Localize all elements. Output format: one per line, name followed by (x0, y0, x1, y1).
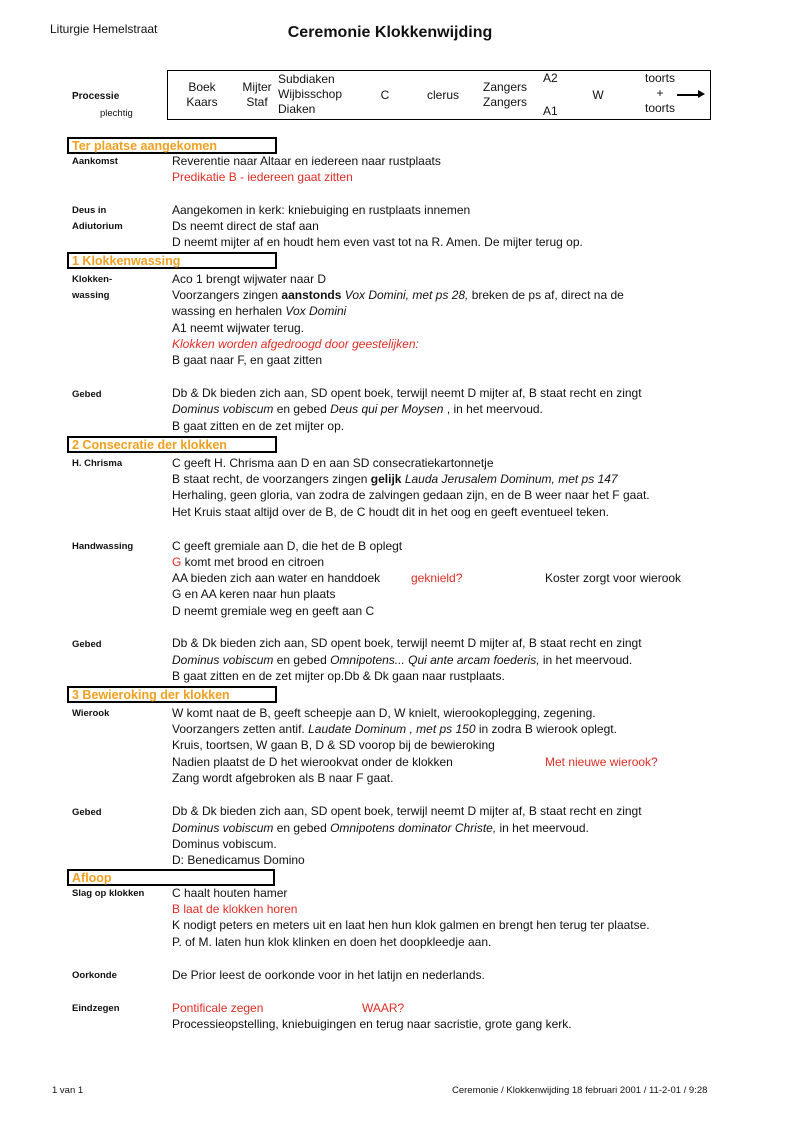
label-klokken: Klokken- (72, 274, 113, 285)
note-geknield: geknield? (411, 571, 463, 585)
label-handwassing: Handwassing (72, 541, 134, 552)
line-g3-2: Dominus vobiscum en gebed Omnipotens dominator Christe, in het meervoud. (172, 821, 589, 835)
line-sk-4: P. of M. laten hun klok klinken en doen het doopkleedje aan. (172, 935, 492, 949)
label-deus-in: Deus in (72, 205, 107, 216)
proc-a2: A2 (543, 71, 558, 85)
proc-toortsen: toorts + toorts (644, 71, 675, 115)
line-hw-3: AA bieden zich aan water en handdoek (172, 571, 381, 585)
processie-label: Processie (72, 91, 120, 102)
line-wk-3: Kruis, toortsen, W gaan B, D & SD voorop bij de bewieroking (172, 738, 495, 752)
line-hw-2: G komt met brood en citroen (172, 555, 325, 569)
line-g1-1: Db & Dk bieden zich aan, SD opent boek, terwijl neemt D mijter af, B staat recht en zingt (172, 386, 642, 400)
line-ez-1: Pontificale zegen (172, 1001, 264, 1015)
line-kw-1: Aco 1 brengt wijwater naar D (172, 272, 327, 286)
note-koster: Koster zorgt voor wierook (545, 571, 682, 585)
line-hc-2: B staat recht, de voorzangers zingen gelijk Lauda Jerusalem Dominum, met ps 147 (172, 472, 618, 486)
proc-zangers: Zangers Zangers (483, 80, 528, 109)
proc-w: W (592, 88, 604, 102)
proc-c: C (380, 88, 390, 102)
line-g3-3: Dominus vobiscum. (172, 837, 277, 851)
section-ter-plaatse: Ter plaatse aangekomen (67, 137, 277, 154)
label-slag: Slag op klokken (72, 888, 145, 899)
line-hc-3: Herhaling, geen gloria, van zodra de zalvingen gedaan zijn, en de B weer naar het F gaat. (172, 488, 650, 502)
footer-info: Ceremonie / Klokkenwijding 18 februari 2001 / 11-2-01 / 9:28 (452, 1085, 708, 1096)
line-wk-4: Nadien plaatst de D het wierookvat onder de klokken (172, 755, 453, 769)
label-wassing: wassing (72, 290, 110, 301)
line-wk-2: Voorzangers zetten antif. Laudate Dominum , met ps 150 in zodra B wierook oplegt. (172, 722, 617, 736)
line-aankomst-2: Predikatie B - iedereen gaat zitten (172, 170, 353, 184)
label-gebed-2: Gebed (72, 639, 102, 650)
label-oorkonde: Oorkonde (72, 970, 117, 981)
line-wk-1: W komt naat de B, geeft scheepje aan D, W knielt, wierookoplegging, zegening. (172, 706, 596, 720)
label-aankomst: Aankomst (72, 156, 118, 167)
label-gebed-1: Gebed (72, 389, 102, 400)
line-g2-3: B gaat zitten en de zet mijter op.Db & Dk gaan naar rustplaats. (172, 669, 505, 683)
line-wk-5: Zang wordt afgebroken als B naar F gaat. (172, 771, 394, 785)
line-deus-1: Aangekomen in kerk: kniebuiging en rustplaats innemen (172, 203, 471, 217)
note-nieuwe-wierook: Met nieuwe wierook? (545, 755, 658, 769)
line-ok-1: De Prior leest de oorkonde voor in het latijn en nederlands. (172, 968, 485, 982)
line-kw-2: Voorzangers zingen aanstonds Vox Domini, met ps 28, breken de ps af, direct na de (172, 288, 624, 302)
line-aankomst-1: Reverentie naar Altaar en iedereen naar rustplaats (172, 154, 441, 168)
line-hc-4: Het Kruis staat altijd over de B, de C houdt dit in het oog en geeft eventueel teken. (172, 505, 609, 519)
line-deus-3: D neemt mijter af en houdt hem even vast tot na R. Amen. De mijter terug op. (172, 235, 583, 249)
line-g1-2: Dominus vobiscum en gebed Deus qui per Moysen , in het meervoud. (172, 402, 543, 416)
line-g3-4: D: Benedicamus Domino (172, 853, 305, 867)
footer-page: 1 van 1 (52, 1085, 84, 1096)
line-kw-4: A1 neemt wijwater terug. (172, 321, 305, 335)
line-sk-1: C haalt houten hamer (172, 886, 288, 900)
line-kw-5: Klokken worden afgedroogd door geestelijken: (172, 337, 419, 351)
line-g2-2: Dominus vobiscum en gebed Omnipotens... Qui ante arcam foederis, in het meervoud. (172, 653, 633, 667)
label-wierook: Wierook (72, 708, 110, 719)
header-left: Liturgie Hemelstraat (50, 22, 158, 36)
section-klokkenwassing: 1 Klokkenwassing (67, 252, 277, 269)
label-eindzegen: Eindzegen (72, 1003, 120, 1014)
line-g3-1: Db & Dk bieden zich aan, SD opent boek, terwijl neemt D mijter af, B staat recht en zingt (172, 804, 642, 818)
line-g2-1: Db & Dk bieden zich aan, SD opent boek, terwijl neemt D mijter af, B staat recht en zingt (172, 636, 642, 650)
line-ez-2: Processieopstelling, kniebuigingen en terug naar sacristie, grote gang kerk. (172, 1017, 572, 1031)
label-gebed-3: Gebed (72, 807, 102, 818)
proc-clerus: clerus (426, 88, 459, 102)
arrow-right-icon (677, 94, 699, 96)
note-waar: WAAR? (362, 1001, 405, 1015)
line-sk-3: K nodigt peters en meters uit en laat hen hun klok galmen en brengt hen terug ter plaatse. (172, 918, 650, 932)
line-kw-3: wassing en herhalen Vox Domini (172, 304, 347, 318)
proc-boek: Boek Kaars (186, 80, 218, 109)
section-consecratie: 2 Consecratie der klokken (67, 436, 277, 453)
line-deus-2: Ds neemt direct de staf aan (172, 219, 319, 233)
processie-sublabel: plechtig (100, 108, 133, 119)
page-title: Ceremonie Klokkenwijding (287, 24, 493, 41)
line-kw-6: B gaat naar F, en gaat zitten (172, 353, 323, 367)
section-bewieroking: 3 Bewieroking der klokken (67, 686, 277, 703)
line-g1-3: B gaat zitten en de zet mijter op. (172, 419, 345, 433)
label-h-chrisma: H. Chrisma (72, 458, 123, 469)
label-adiutorium: Adiutorium (72, 221, 123, 232)
proc-a1: A1 (543, 104, 558, 118)
proc-mijter: Mijter Staf (242, 80, 272, 109)
line-hw-4: G en AA keren naar hun plaats (172, 587, 336, 601)
line-hc-1: C geeft H. Chrisma aan D en aan SD consecratiekartonnetje (172, 456, 494, 470)
line-hw-1: C geeft gremiale aan D, die het de B oplegt (172, 539, 403, 553)
line-sk-2: B laat de klokken horen (172, 902, 298, 916)
section-afloop: Afloop (67, 869, 275, 886)
proc-subdiaken: Subdiaken Wijbisschop Diaken (278, 72, 343, 116)
line-hw-5: D neemt gremiale weg en geeft aan C (172, 604, 375, 618)
